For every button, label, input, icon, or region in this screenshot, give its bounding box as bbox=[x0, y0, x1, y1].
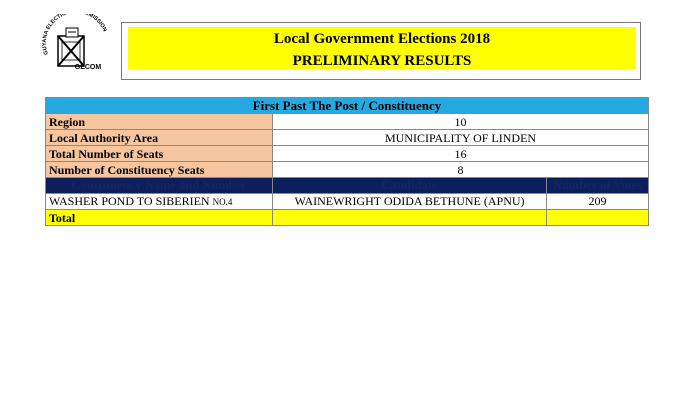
column-header-candidate: Candidate bbox=[273, 178, 547, 194]
info-row-region bbox=[46, 114, 649, 130]
constituency-cell bbox=[46, 194, 273, 210]
info-value: MUNICIPALITY OF LINDEN bbox=[273, 130, 649, 146]
total-votes-empty bbox=[547, 210, 649, 226]
candidate-cell: WAINEWRIGHT ODIDA BETHUNE (APNU) bbox=[273, 194, 547, 210]
gecom-logo bbox=[38, 14, 110, 82]
constituency-name: WASHER POND TO SIBERIEN bbox=[49, 194, 210, 208]
column-header-row bbox=[46, 178, 649, 194]
logo-arc-text: GUYANA ELECTIO MISSION bbox=[41, 14, 108, 56]
info-value: 10 bbox=[273, 114, 649, 130]
table-title-row bbox=[46, 98, 649, 114]
info-label: Number of Constituency Seats bbox=[46, 162, 273, 178]
constituency-number: NO.4 bbox=[212, 197, 233, 207]
total-candidate-empty bbox=[273, 210, 547, 226]
report-header bbox=[121, 22, 641, 80]
gecom-seal-icon bbox=[38, 14, 110, 82]
total-row bbox=[46, 210, 649, 226]
votes-cell: 209 bbox=[547, 194, 649, 210]
report-title: Local Government Elections 2018 bbox=[273, 31, 491, 47]
info-label: Region bbox=[46, 114, 273, 130]
logo-caption: GECOM bbox=[74, 64, 102, 71]
column-header-constituency: Constituency Name and Number bbox=[46, 178, 273, 194]
info-row-authority bbox=[46, 130, 649, 146]
info-row-total-seats bbox=[46, 146, 649, 162]
table-row bbox=[46, 194, 649, 210]
header-highlight bbox=[128, 27, 636, 69]
info-label: Total Number of Seats bbox=[46, 146, 273, 162]
info-value: 16 bbox=[273, 146, 649, 162]
table-title: First Past The Post / Constituency bbox=[46, 98, 649, 114]
info-value: 8 bbox=[273, 162, 649, 178]
results-table bbox=[45, 97, 649, 226]
report-subtitle: PRELIMINARY RESULTS bbox=[292, 53, 472, 69]
column-header-votes: Number of Votes bbox=[547, 178, 649, 194]
total-label: Total bbox=[46, 210, 273, 226]
info-row-constituency-seats bbox=[46, 162, 649, 178]
info-label: Local Authority Area bbox=[46, 130, 273, 146]
